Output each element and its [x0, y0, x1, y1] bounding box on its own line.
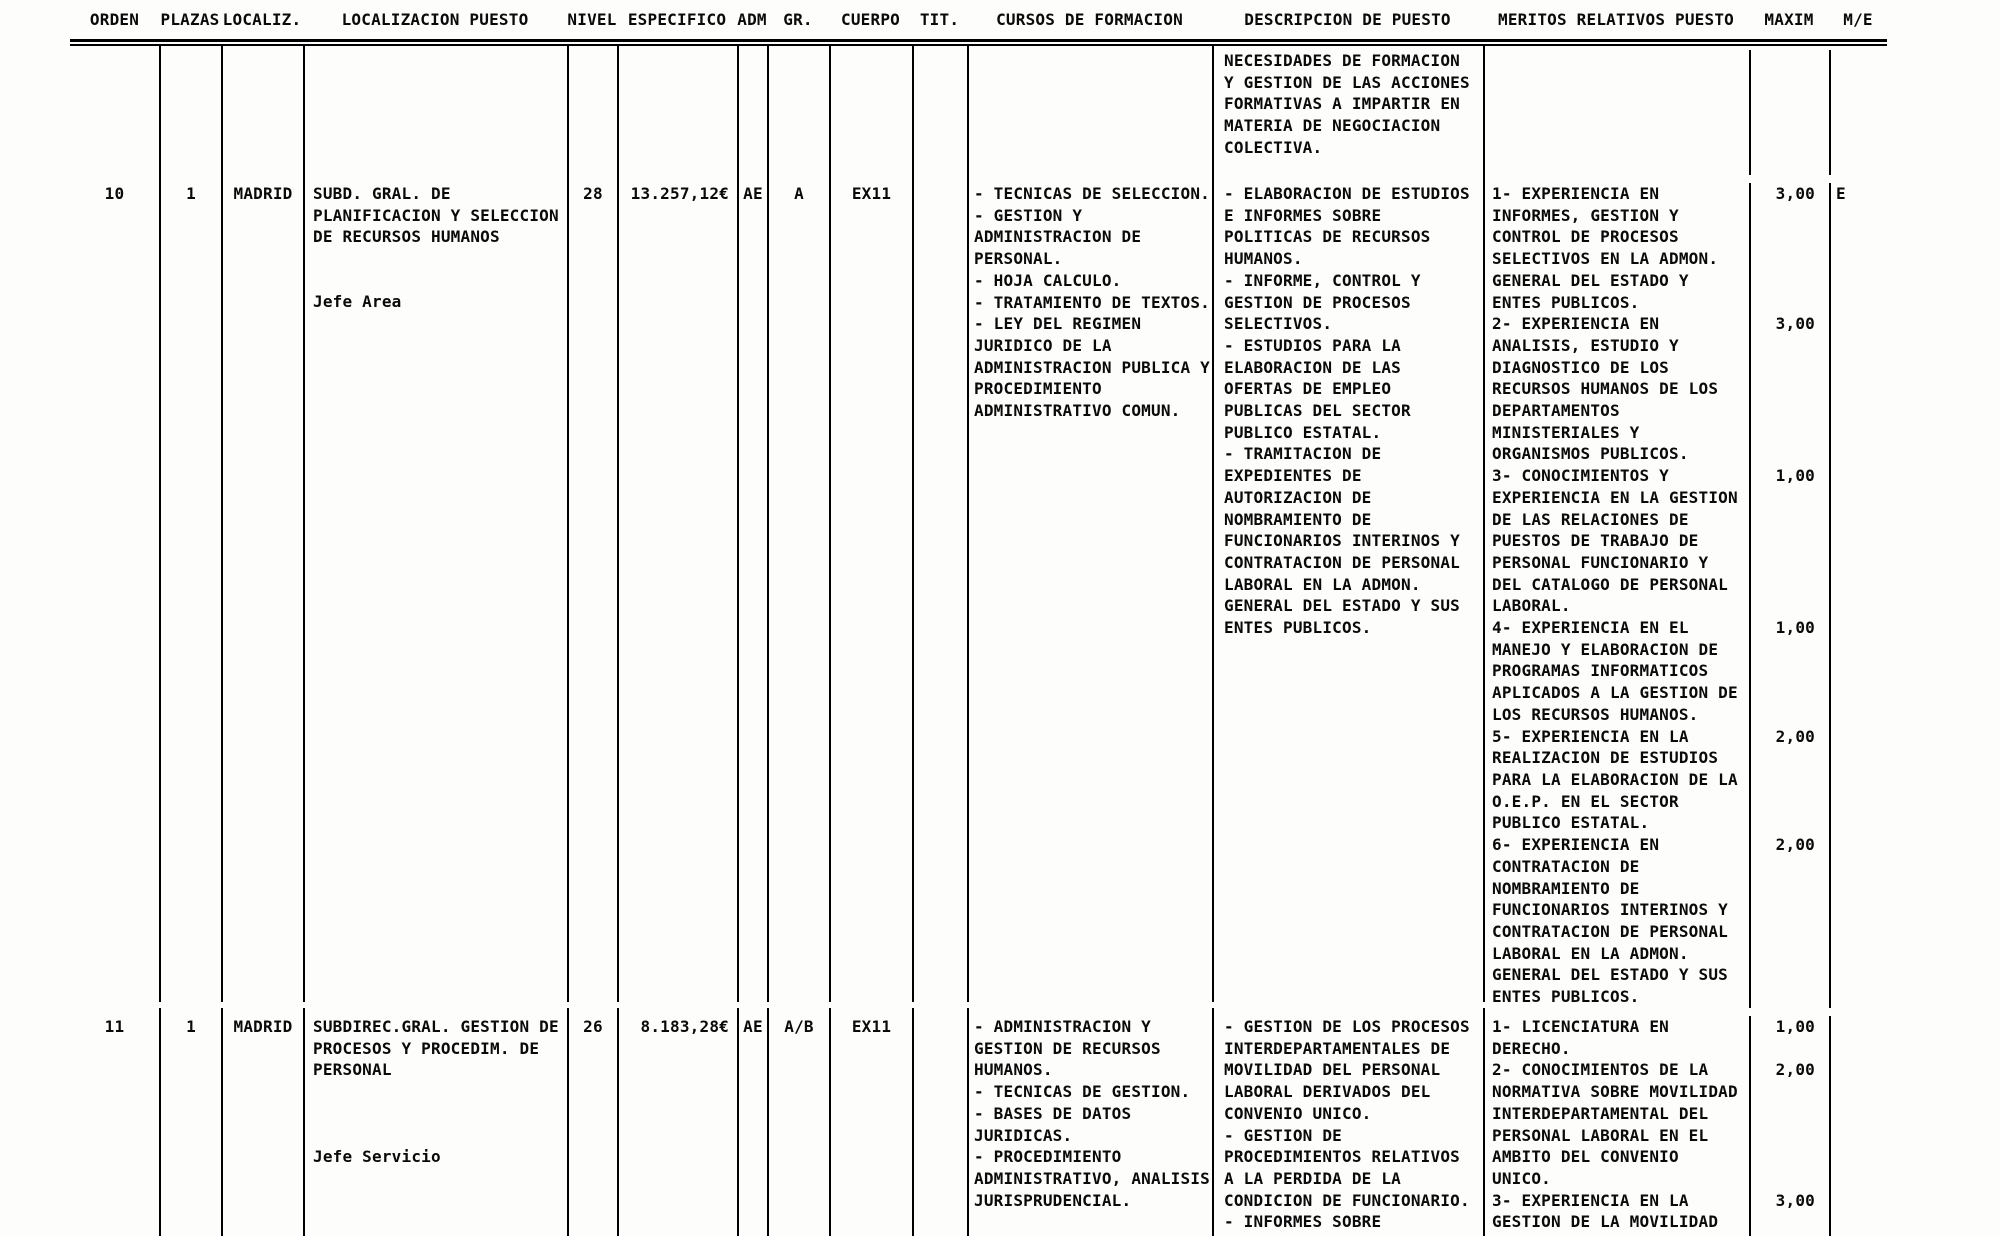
text-line: ADMINISTRATIVO, ANALISIS: [974, 1168, 1210, 1188]
merit-text: [1485, 1190, 1751, 1233]
column-header-localizacion-puesto: LOCALIZACION PUESTO: [341, 10, 529, 29]
text-line: PUBLICAS DEL SECTOR: [1224, 401, 1411, 421]
text-line: - HOJA CALCULO.: [974, 270, 1122, 290]
cell-meritos-maxim-me: [1483, 46, 1887, 175]
text-line: - INFORMES SOBRE: [1224, 1212, 1382, 1232]
cell-value: 11: [104, 1017, 125, 1036]
cell-value: 1: [186, 1017, 196, 1036]
text-line: 3- EXPERIENCIA EN LA: [1492, 1190, 1689, 1210]
text-line: NOMBRAMIENTO DE: [1492, 878, 1640, 898]
text-line: PERSONAL.: [974, 249, 1063, 269]
me-value: [1836, 726, 1887, 748]
cell-cuerpo: [829, 1008, 912, 1236]
text-line: DE RECURSOS HUMANOS: [313, 227, 500, 247]
maxim-value: 2,00: [1775, 835, 1815, 855]
text-line: APLICADOS A LA GESTION DE: [1492, 683, 1738, 703]
text-line: JURISPRUDENCIAL.: [974, 1190, 1132, 1210]
table-header-row: [70, 0, 1887, 39]
text-line: DIAGNOSTICO DE LOS: [1492, 357, 1669, 377]
cell-descripcion: [1212, 46, 1483, 175]
text-line: 4- EXPERIENCIA EN EL: [1492, 618, 1689, 638]
cell-cursos: [967, 1008, 1212, 1236]
text-line: FUNCIONARIOS INTERINOS Y: [1224, 531, 1460, 551]
text-line: RECURSOS HUMANOS DE LOS: [1492, 379, 1719, 399]
column-header-descripcion-de-puesto: DESCRIPCION DE PUESTO: [1244, 10, 1451, 29]
merit-me: [1831, 834, 1887, 1008]
text-line: MINISTERIALES Y: [1492, 422, 1640, 442]
maxim-value: 1,00: [1775, 1017, 1815, 1036]
text-line: - GESTION DE: [1224, 1125, 1342, 1145]
text-line: [313, 1124, 567, 1146]
cell-nivel: [567, 46, 617, 175]
me-value: [1836, 617, 1887, 639]
text-line: DE LAS RELACIONES DE: [1492, 509, 1689, 529]
cell-nivel: [567, 175, 617, 1002]
cell-adm: [737, 1008, 767, 1236]
cell-especifico: [617, 46, 737, 175]
text-line: - ADMINISTRACION Y: [974, 1017, 1151, 1036]
merit-maxim: [1751, 617, 1831, 726]
text-line: - GESTION Y: [974, 205, 1083, 225]
document-page: [70, 0, 1887, 1236]
column-header-especifico: ESPECIFICO: [627, 10, 727, 29]
text-line: - TECNICAS DE GESTION.: [974, 1082, 1191, 1102]
merit-item: [1485, 1190, 1887, 1233]
text-line: - PROCEDIMIENTO: [974, 1147, 1122, 1167]
text-line: OFERTAS DE EMPLEO: [1224, 379, 1392, 399]
text-line: POLITICAS DE RECURSOS: [1224, 227, 1431, 247]
merit-filler: [1485, 50, 1887, 175]
cell-gr: [767, 175, 829, 1002]
text-line: ELABORACION DE LAS: [1224, 357, 1401, 377]
text-line: 1- LICENCIATURA EN: [1492, 1017, 1669, 1036]
text-line: [313, 270, 567, 292]
cell-value: EX11: [851, 184, 892, 203]
column-header-nivel: NIVEL: [567, 10, 617, 29]
text-line: HUMANOS.: [974, 1060, 1053, 1080]
text-line: ENTES PUBLICOS.: [1492, 292, 1640, 312]
text-line: PLANIFICACION Y SELECCION: [313, 205, 559, 225]
merit-item: [1485, 183, 1887, 313]
merit-item: [1485, 313, 1887, 465]
me-value: E: [1836, 184, 1846, 203]
text-line: 5- EXPERIENCIA EN LA: [1492, 726, 1689, 746]
text-line: GESTION DE PROCESOS: [1224, 292, 1411, 312]
text-line: CONDICION DE FUNCIONARIO.: [1224, 1190, 1470, 1210]
cell-value: A/B: [784, 1017, 814, 1036]
cell-orden: [70, 46, 159, 175]
cell-tit: [912, 1008, 967, 1236]
text-line: FORMATIVAS A IMPARTIR EN: [1224, 94, 1460, 114]
text-line: O.E.P. EN EL SECTOR: [1492, 791, 1679, 811]
text-line: Jefe Servicio: [313, 1147, 441, 1167]
merit-item: [1485, 617, 1887, 726]
text-line: SELECTIVOS.: [1224, 314, 1333, 334]
text-line: - INFORME, CONTROL Y: [1224, 270, 1421, 290]
merit-maxim: [1751, 726, 1831, 835]
cell-gr: [767, 1008, 829, 1236]
cell-especifico: [617, 1008, 737, 1236]
text-line: EXPERIENCIA EN LA GESTION: [1492, 487, 1738, 507]
cell-value: AE: [743, 184, 763, 203]
column-header-tit: TIT.: [919, 10, 960, 29]
text-line: 3- CONOCIMIENTOS Y: [1492, 466, 1669, 486]
text-line: AMBITO DEL CONVENIO: [1492, 1147, 1679, 1167]
text-line: ORGANISMOS PUBLICOS.: [1492, 444, 1689, 464]
text-line: COLECTIVA.: [1224, 137, 1323, 157]
cell-value: MADRID: [233, 184, 293, 203]
merit-item: [1485, 726, 1887, 835]
text-line: EXPEDIENTES DE: [1224, 466, 1362, 486]
cell-adm: [737, 46, 767, 175]
merit-me: [1831, 726, 1887, 835]
me-value: [1836, 1059, 1887, 1081]
header-rule-thick: [70, 39, 1887, 42]
column-header-meritos-relativos-puesto: MERITOS RELATIVOS PUESTO: [1498, 10, 1734, 29]
cell-value: 10: [104, 184, 125, 203]
table-row-continuation: [70, 46, 1887, 175]
cell-value: A: [794, 184, 804, 203]
column-header-localiz: LOCALIZ.: [222, 10, 302, 29]
cell-localizacion: [303, 1008, 567, 1236]
text-line: - LEY DEL REGIMEN: [974, 314, 1142, 334]
text-line: [313, 1081, 567, 1103]
cell-value: 26: [583, 1017, 603, 1036]
column-header-maxim: MAXIM: [1764, 10, 1814, 29]
text-line: DEPARTAMENTOS: [1492, 401, 1620, 421]
text-line: NORMATIVA SOBRE MOVILIDAD: [1492, 1082, 1738, 1102]
cell-plazas: [159, 46, 221, 175]
cell-value: EX11: [851, 1017, 892, 1036]
maxim-value: 3,00: [1775, 184, 1815, 203]
text-line: LOS RECURSOS HUMANOS.: [1492, 704, 1699, 724]
merit-maxim: [1751, 313, 1831, 465]
text-line: - ESTUDIOS PARA LA: [1224, 335, 1401, 355]
text-line: LABORAL EN LA ADMON.: [1224, 574, 1421, 594]
text-line: CONTROL DE PROCESOS: [1492, 227, 1679, 247]
text-line: CONTRATACION DE: [1492, 856, 1640, 876]
text-line: MATERIA DE NEGOCIACION: [1224, 116, 1441, 136]
text-line: PUBLICO ESTATAL.: [1224, 422, 1382, 442]
merit-text: [1485, 313, 1751, 465]
text-line: [313, 248, 567, 270]
text-line: UNICO.: [1492, 1168, 1551, 1188]
text-line: ENTES PUBLICOS.: [1492, 987, 1640, 1007]
merit-me: [1831, 465, 1887, 617]
text-line: 1- EXPERIENCIA EN: [1492, 184, 1660, 203]
cell-cuerpo: [829, 46, 912, 175]
cell-descripcion: [1212, 175, 1483, 1002]
table-row: [70, 175, 1887, 1007]
text-line: Y GESTION DE LAS ACCIONES: [1224, 72, 1470, 92]
merit-text: [1485, 834, 1751, 1008]
text-line: CONTRATACION DE PERSONAL: [1224, 552, 1460, 572]
maxim-value: 1,00: [1775, 466, 1815, 486]
cell-orden: [70, 1008, 159, 1236]
merit-text: [1485, 465, 1751, 617]
maxim-value: 2,00: [1775, 726, 1815, 746]
text-line: PROGRAMAS INFORMATICOS: [1492, 661, 1709, 681]
text-line: PERSONAL: [313, 1060, 392, 1080]
text-line: LABORAL.: [1492, 596, 1571, 616]
text-line: PUBLICO ESTATAL.: [1492, 813, 1650, 833]
text-line: 6- EXPERIENCIA EN: [1492, 835, 1660, 855]
text-line: - ELABORACION DE ESTUDIOS: [1224, 184, 1470, 203]
text-line: - BASES DE DATOS: [974, 1103, 1132, 1123]
merit-item: [1485, 1016, 1887, 1059]
maxim-value: 3,00: [1775, 1190, 1815, 1210]
text-line: SUBD. GRAL. DE: [313, 184, 451, 203]
text-line: INFORMES, GESTION Y: [1492, 205, 1679, 225]
me-value: [1836, 313, 1887, 335]
cell-cursos: [967, 46, 1212, 175]
column-header-plazas: PLAZAS: [160, 10, 220, 29]
text-line: GESTION DE LA MOVILIDAD: [1492, 1212, 1719, 1232]
text-line: SUBDIREC.GRAL. GESTION DE: [313, 1017, 559, 1036]
merit-item: [1485, 465, 1887, 617]
merit-text: [1485, 1016, 1751, 1059]
text-line: LABORAL EN LA ADMON.: [1492, 943, 1689, 963]
me-value: [1836, 1016, 1887, 1038]
text-line: PUESTOS DE TRABAJO DE: [1492, 531, 1699, 551]
merit-me: [1831, 617, 1887, 726]
merit-maxim: [1751, 183, 1831, 313]
cell-localiz: [221, 46, 303, 175]
merit-me: [1831, 1016, 1887, 1059]
text-line: PARA LA ELABORACION DE LA: [1492, 769, 1738, 789]
cell-especifico: [617, 175, 737, 1002]
cell-cursos: [967, 175, 1212, 1002]
text-line: ADMINISTRACION DE: [974, 227, 1142, 247]
cell-tit: [912, 175, 967, 1002]
text-line: NOMBRAMIENTO DE: [1224, 509, 1372, 529]
cell-localizacion: [303, 175, 567, 1002]
text-line: - GESTION DE LOS PROCESOS: [1224, 1017, 1470, 1036]
text-line: PERSONAL FUNCIONARIO Y: [1492, 552, 1709, 572]
cell-localiz: [221, 175, 303, 1002]
cell-gr: [767, 46, 829, 175]
text-line: CONVENIO UNICO.: [1224, 1103, 1372, 1123]
text-line: 2- CONOCIMIENTOS DE LA: [1492, 1060, 1709, 1080]
cell-meritos-maxim-me: [1483, 1008, 1887, 1236]
cell-value: 8.183,28€: [640, 1017, 729, 1036]
merit-me: [1831, 1059, 1887, 1189]
cell-tit: [912, 46, 967, 175]
table-row: [70, 1008, 1887, 1236]
me-value: [1836, 1190, 1887, 1212]
column-header-orden: ORDEN: [89, 10, 140, 29]
text-line: ENTES PUBLICOS.: [1224, 618, 1372, 638]
text-line: PROCESOS Y PROCEDIM. DE: [313, 1038, 540, 1058]
merit-maxim: [1751, 465, 1831, 617]
cell-cuerpo: [829, 175, 912, 1002]
cell-localiz: [221, 1008, 303, 1236]
column-header-cuerpo: CUERPO: [841, 10, 900, 29]
cell-value: 13.257,12€: [630, 184, 729, 203]
column-header-m-e: M/E: [1843, 10, 1873, 29]
merit-text: [1485, 1059, 1751, 1189]
merit-me: [1831, 183, 1887, 313]
maxim-value: 2,00: [1775, 1060, 1815, 1080]
merit-maxim: [1751, 1190, 1831, 1233]
text-line: DERECHO.: [1492, 1038, 1571, 1058]
text-line: GENERAL DEL ESTADO Y: [1492, 270, 1689, 290]
merit-item: [1485, 1059, 1887, 1189]
text-line: ADMINISTRACION PUBLICA Y: [974, 357, 1210, 377]
text-line: NECESIDADES DE FORMACION: [1224, 51, 1460, 70]
merit-item: [1485, 834, 1887, 1008]
text-line: INTERDEPARTAMENTAL DEL: [1492, 1103, 1709, 1123]
text-line: - TECNICAS DE SELECCION.: [974, 184, 1210, 203]
text-line: LABORAL DERIVADOS DEL: [1224, 1082, 1431, 1102]
text-line: A LA PERDIDA DE LA: [1224, 1168, 1401, 1188]
text-line: SELECTIVOS EN LA ADMON.: [1492, 249, 1719, 269]
text-line: Jefe Area: [313, 292, 402, 312]
text-line: E INFORMES SOBRE: [1224, 205, 1382, 225]
merit-text: [1485, 726, 1751, 835]
text-line: - TRATAMIENTO DE TEXTOS.: [974, 292, 1210, 312]
maxim-value: 1,00: [1775, 618, 1815, 638]
text-line: PROCEDIMIENTO: [974, 379, 1102, 399]
cell-value: [914, 1016, 967, 1038]
merit-maxim: [1751, 1016, 1831, 1059]
merit-maxim: [1751, 1059, 1831, 1189]
cell-plazas: [159, 1008, 221, 1236]
column-header-gr: GR.: [783, 10, 813, 29]
cell-value: 28: [583, 184, 603, 203]
me-value: [1836, 834, 1887, 856]
text-line: - TRAMITACION DE: [1224, 444, 1382, 464]
merit-me: [1831, 313, 1887, 465]
text-line: PERSONAL LABORAL EN EL: [1492, 1125, 1709, 1145]
text-line: HUMANOS.: [1224, 249, 1303, 269]
cell-orden: [70, 175, 159, 1002]
text-line: PROCEDIMIENTOS RELATIVOS: [1224, 1147, 1460, 1167]
column-header-cursos-de-formacion: CURSOS DE FORMACION: [996, 10, 1183, 29]
cell-value: MADRID: [233, 1017, 293, 1036]
merit-text: [1485, 183, 1751, 313]
text-line: MANEJO Y ELABORACION DE: [1492, 639, 1719, 659]
text-line: ADMINISTRATIVO COMUN.: [974, 401, 1181, 421]
cell-value: [914, 183, 967, 205]
merit-maxim: [1751, 834, 1831, 1008]
text-line: GESTION DE RECURSOS: [974, 1038, 1161, 1058]
cell-plazas: [159, 175, 221, 1002]
text-line: AUTORIZACION DE: [1224, 487, 1372, 507]
text-line: GENERAL DEL ESTADO Y SUS: [1492, 965, 1728, 985]
table-body: [70, 46, 1887, 1236]
column-header-adm: ADM: [737, 10, 767, 29]
merit-text: [1485, 617, 1751, 726]
me-value: [1836, 465, 1887, 487]
maxim-value: 3,00: [1775, 314, 1815, 334]
text-line: JURIDICAS.: [974, 1125, 1073, 1145]
text-line: MOVILIDAD DEL PERSONAL: [1224, 1060, 1441, 1080]
text-line: INTERDEPARTAMENTALES DE: [1224, 1038, 1451, 1058]
cell-descripcion: [1212, 1008, 1483, 1236]
cell-adm: [737, 175, 767, 1002]
text-line: FUNCIONARIOS INTERINOS Y: [1492, 900, 1728, 920]
text-line: REALIZACION DE ESTUDIOS: [1492, 748, 1719, 768]
text-line: ANALISIS, ESTUDIO Y: [1492, 335, 1679, 355]
cell-localizacion: [303, 46, 567, 175]
text-line: [313, 1103, 567, 1125]
cell-value: 1: [186, 184, 196, 203]
text-line: JURIDICO DE LA: [974, 335, 1112, 355]
text-line: GENERAL DEL ESTADO Y SUS: [1224, 596, 1460, 616]
cell-value: AE: [743, 1017, 763, 1036]
text-line: 2- EXPERIENCIA EN: [1492, 314, 1660, 334]
text-line: CONTRATACION DE PERSONAL: [1492, 921, 1728, 941]
text-line: DEL CATALOGO DE PERSONAL: [1492, 574, 1728, 594]
cell-meritos-maxim-me: [1483, 175, 1887, 1007]
merit-me: [1831, 1190, 1887, 1233]
cell-nivel: [567, 1008, 617, 1236]
